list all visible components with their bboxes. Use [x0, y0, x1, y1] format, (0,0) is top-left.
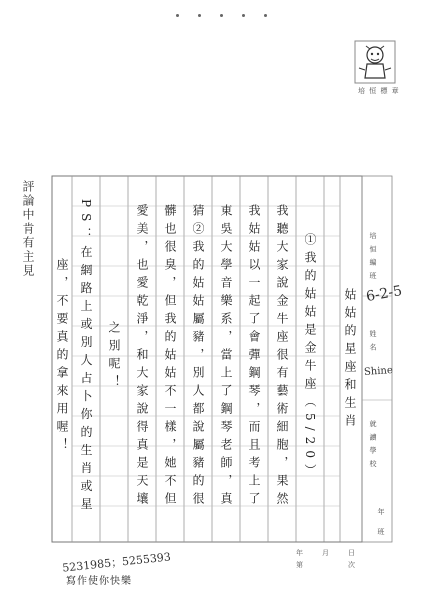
date-year-label: 年	[296, 549, 303, 557]
essay-column: 髒也很臭，但我的姑姑不一樣，她不但	[163, 204, 177, 510]
school-label: 就 讀 學 校	[369, 420, 377, 469]
order-suffix-label: 次	[348, 561, 355, 569]
essay-column: 之別呢！	[107, 321, 121, 393]
essay-column: 我姑姑以一起了會彈鋼琴，而且考上了	[247, 204, 261, 510]
essay-column: PS：在網路上或別人占卜你的生肖或星	[79, 198, 93, 516]
class-code: 6-2-5	[364, 282, 404, 306]
date-day-label: 日	[348, 549, 355, 557]
stamp-caption: 培 恒 標 章	[358, 87, 400, 95]
date-month-label: 月	[322, 549, 329, 557]
name-label: 姓 名	[369, 330, 377, 353]
essay-column: 東吳大學音樂系，當上了鋼琴老師，真	[219, 204, 233, 510]
essay-column: 猜②我的姑姑屬豬，別人都說屬豬的很	[191, 204, 205, 510]
year-label: 年	[377, 508, 385, 517]
footer-slogan: 寫作使你快樂	[66, 576, 132, 587]
class-suffix-label: 班	[377, 528, 385, 537]
teacher-comment: 評論中肯有主見	[21, 180, 35, 278]
phone-numbers: 5231985；5255393	[61, 550, 172, 575]
essay-column: ①我的姑姑是金牛座（5/20）	[303, 232, 317, 482]
class-label: 培 恒 編 班	[369, 232, 377, 281]
essay-column: 愛美，也愛乾淨，和大家說得真是天壤	[135, 204, 149, 510]
essay-title: 姑姑的星座和生肖	[343, 288, 357, 432]
essay-column: 座，不要真的拿來用喔！	[55, 258, 69, 456]
order-prefix-label: 第	[296, 561, 303, 569]
essay-column: 我聽大家說金牛座很有藝術細胞，果然	[275, 204, 289, 510]
student-name: Shine	[363, 365, 394, 378]
